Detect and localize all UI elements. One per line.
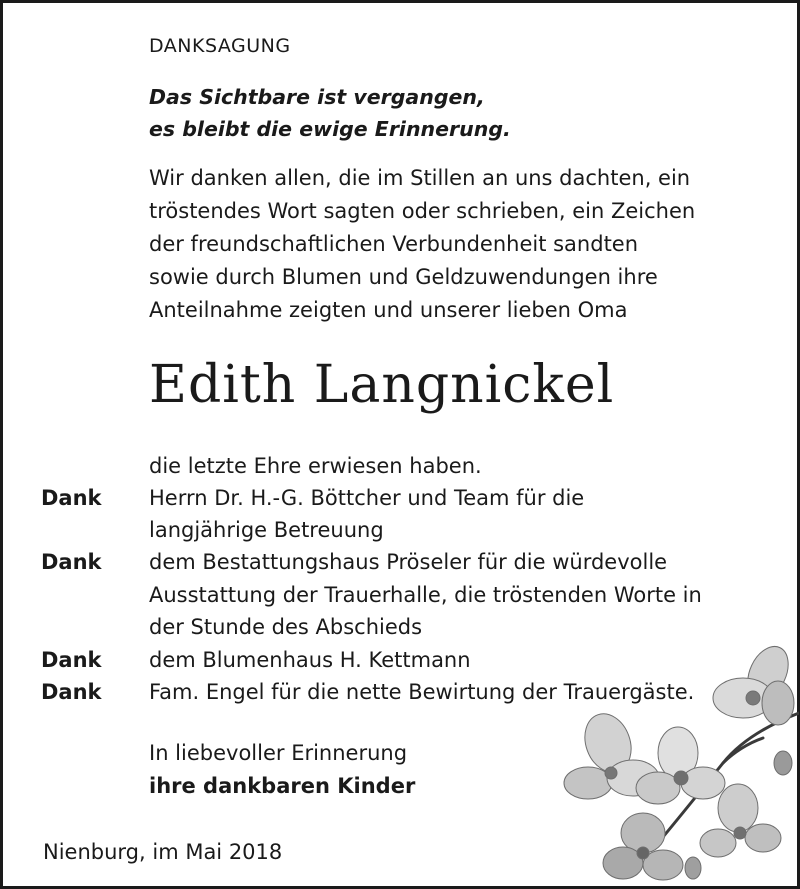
- motto-line-1: Das Sichtbare ist vergangen,: [149, 85, 485, 109]
- intro-line-4: sowie durch Blumen und Geldzuwendungen ihre: [149, 265, 658, 289]
- intro-line-3: der freundschaftlichen Verbundenheit sandten: [149, 232, 639, 256]
- intro-line-5: Anteilnahme zeigten und unserer lieben Oma: [149, 298, 628, 322]
- thanks-label-4: Dank: [41, 680, 102, 704]
- thanks-1-line-1: Herrn Dr. H.-G. Böttcher und Team für die: [149, 486, 585, 510]
- orchid-flower-icon: [563, 643, 799, 888]
- thanks-label-2: Dank: [41, 550, 102, 574]
- intro-line-1: Wir danken allen, die im Stillen an uns dachten, ein: [149, 166, 691, 190]
- thanks-2-line-2: Ausstattung der Trauerhalle, die tröstenden Worte in: [149, 583, 702, 607]
- deceased-name: Edith Langnickel: [149, 355, 615, 415]
- honor-line: die letzte Ehre erwiesen haben.: [149, 454, 482, 478]
- thanks-1-line-2: langjährige Betreuung: [149, 518, 384, 542]
- thanks-label-1: Dank: [41, 486, 102, 510]
- intro-line-2: tröstendes Wort sagten oder schrieben, ein Zeichen: [149, 199, 696, 223]
- heading: DANKSAGUNG: [149, 35, 291, 57]
- closing-line-2: ihre dankbaren Kinder: [149, 774, 416, 798]
- place-date: Nienburg, im Mai 2018: [43, 840, 283, 864]
- motto-line-2: es bleibt die ewige Erinnerung.: [149, 117, 511, 141]
- thanks-4-line-1: Fam. Engel für die nette Bewirtung der Trauergäste.: [149, 680, 695, 704]
- thanks-2-line-1: dem Bestattungshaus Pröseler für die würdevolle: [149, 550, 668, 574]
- closing-line-1: In liebevoller Erinnerung: [149, 741, 408, 765]
- thanks-label-3: Dank: [41, 648, 102, 672]
- thanks-2-line-3: der Stunde des Abschieds: [149, 615, 423, 639]
- thanks-3-line-1: dem Blumenhaus H. Kettmann: [149, 648, 471, 672]
